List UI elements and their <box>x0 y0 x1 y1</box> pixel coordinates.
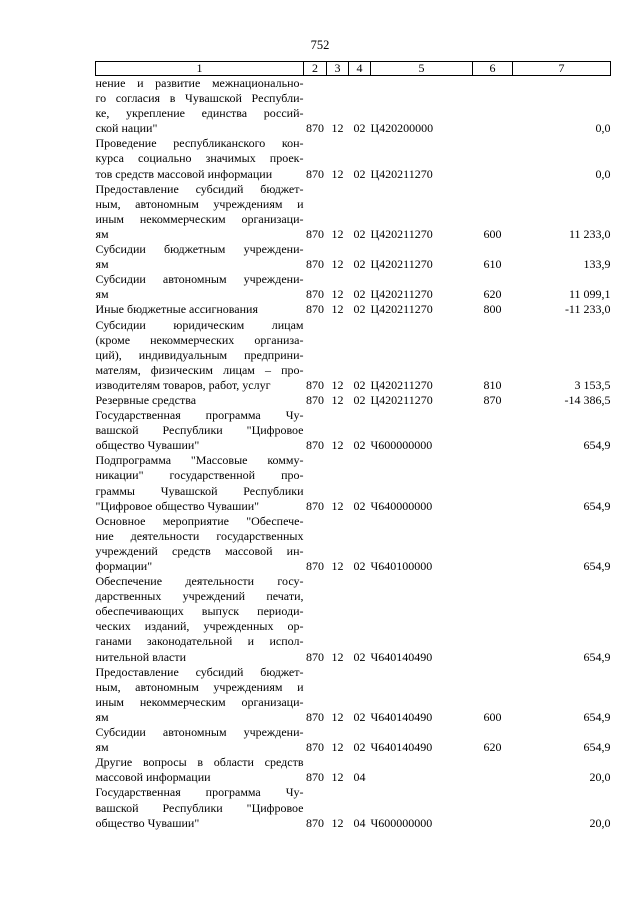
expense-type-code: 870 <box>483 392 502 407</box>
target-article-code: Ц420211270 <box>370 287 433 302</box>
budget-table <box>95 61 611 831</box>
section-code: 12 <box>331 709 344 724</box>
amount-value: 654,9 <box>583 709 611 724</box>
table-row <box>96 514 611 574</box>
expense-type-code <box>473 514 513 574</box>
row-name <box>96 393 304 408</box>
column-header: 1 <box>96 62 304 76</box>
row-name-line: Государственная программа Чу- <box>95 785 304 800</box>
subsection-code: 02 <box>353 226 366 241</box>
row-name-line: Иные бюджетные ассигнования <box>95 302 258 317</box>
grbs-code: 870 <box>306 257 324 272</box>
row-name-line: ций), индивидуальным предприни- <box>95 347 304 362</box>
expense-type-code <box>473 408 513 453</box>
row-name <box>96 785 304 830</box>
amount-value: 654,9 <box>583 438 611 453</box>
subsection-code: 02 <box>353 649 366 664</box>
column-header: 3 <box>327 62 349 76</box>
amount-value: 654,9 <box>583 498 611 513</box>
section-code: 12 <box>331 121 344 136</box>
subsection-code: 02 <box>353 392 366 407</box>
section-code: 12 <box>331 498 344 513</box>
subsection-code: 02 <box>353 740 366 755</box>
expense-type-code: 610 <box>483 257 502 272</box>
table-row <box>96 182 611 242</box>
subsection-code: 02 <box>353 166 366 181</box>
expense-type-code: 800 <box>483 302 502 317</box>
target-article-code: Ц420211270 <box>370 377 433 392</box>
subsection-code: 04 <box>353 770 366 785</box>
grbs-code: 870 <box>306 815 324 830</box>
amount-value: 0,0 <box>595 121 611 136</box>
section-code: 12 <box>331 438 344 453</box>
table-row <box>96 272 611 302</box>
grbs-code: 870 <box>306 166 324 181</box>
row-name-line: Субсидии автономным учреждени- <box>95 272 304 287</box>
row-name-line: ям <box>95 226 109 241</box>
row-name-line: тов средств массовой информации <box>95 166 273 181</box>
table-row <box>96 76 611 137</box>
subsection-code: 02 <box>353 257 366 272</box>
amount-value: 20,0 <box>589 770 611 785</box>
row-name-line: Субсидии бюджетным учреждени- <box>95 242 304 257</box>
row-name-line: никации" государственной про- <box>95 468 304 483</box>
column-header: 6 <box>473 62 513 76</box>
row-name-line: Подпрограмма "Массовые комму- <box>95 453 304 468</box>
row-name-line: изводителям товаров, работ, услуг <box>95 377 271 392</box>
section-code: 12 <box>331 287 344 302</box>
target-article-code: Ч640000000 <box>370 498 433 513</box>
target-article-code: Ц420211270 <box>370 226 433 241</box>
subsection-code: 02 <box>353 498 366 513</box>
row-name-line: Субсидии юридическим лицам <box>95 317 304 332</box>
row-name-line: ганами законодательной и испол- <box>95 634 304 649</box>
grbs-code: 870 <box>306 438 324 453</box>
row-name <box>96 272 304 302</box>
page-number: 752 <box>310 38 330 52</box>
target-article-code: Ч640140490 <box>370 740 433 755</box>
row-name <box>96 302 304 317</box>
amount-value: 0,0 <box>595 166 611 181</box>
subsection-code: 04 <box>353 815 366 830</box>
subsection-code: 02 <box>353 302 366 317</box>
row-name-line: ям <box>95 740 109 755</box>
subsection-code: 02 <box>353 438 366 453</box>
section-code: 12 <box>331 377 344 392</box>
row-name-line: ческих изданий, учрежденных ор- <box>95 619 304 634</box>
table-row <box>96 408 611 453</box>
expense-type-code <box>473 574 513 665</box>
row-name-line: Основное мероприятие "Обеспече- <box>95 513 304 528</box>
amount-value: -11 233,0 <box>564 302 611 317</box>
row-name-line: мателям, физическим лицам – про- <box>95 362 304 377</box>
row-name-line: ным, автономным учреждениям и <box>95 196 304 211</box>
row-name-line: иным некоммерческим организаци- <box>95 211 304 226</box>
amount-value: 3 153,5 <box>574 377 611 392</box>
grbs-code: 870 <box>306 649 324 664</box>
amount-value: 654,9 <box>583 649 611 664</box>
amount-value: 20,0 <box>589 815 611 830</box>
grbs-code: 870 <box>306 740 324 755</box>
row-name-line: "Цифровое общество Чувашии" <box>95 498 260 513</box>
row-name-line: Обеспечение деятельности госу- <box>95 574 304 589</box>
table-row <box>96 785 611 830</box>
expense-type-code: 620 <box>483 287 502 302</box>
amount-value: 654,9 <box>583 559 611 573</box>
expense-type-code <box>473 76 513 137</box>
section-code: 12 <box>331 770 344 785</box>
row-name-line: ям <box>95 287 109 302</box>
table-row <box>96 725 611 755</box>
row-name <box>96 318 304 393</box>
target-article-code: Ч640140490 <box>370 709 433 724</box>
row-name-line: Проведение республиканского кон- <box>95 136 304 151</box>
section-code: 12 <box>331 226 344 241</box>
subsection-code: 02 <box>353 559 366 573</box>
table-row <box>96 136 611 181</box>
row-name-line: Предоставление субсидий бюджет- <box>95 181 304 196</box>
grbs-code: 870 <box>306 392 324 407</box>
column-number-header <box>96 62 611 76</box>
row-name-line: ям <box>95 257 109 272</box>
table-row <box>96 393 611 408</box>
section-code: 12 <box>331 302 344 317</box>
grbs-code: 870 <box>306 770 324 785</box>
expense-type-code: 810 <box>483 377 502 392</box>
row-name-line: Предоставление субсидий бюджет- <box>95 664 304 679</box>
expense-type-code: 600 <box>483 226 502 241</box>
row-name-line: формации" <box>95 559 153 573</box>
table-row <box>96 242 611 272</box>
row-name <box>96 242 304 272</box>
grbs-code: 870 <box>306 121 324 136</box>
table-row <box>96 453 611 513</box>
section-code: 12 <box>331 559 344 573</box>
subsection-code: 02 <box>353 377 366 392</box>
row-name-line: ской нации" <box>95 121 158 136</box>
row-name-line: Другие вопросы в области средств <box>95 755 304 770</box>
row-name-line: иным некоммерческим организаци- <box>95 694 304 709</box>
section-code: 12 <box>331 257 344 272</box>
row-name <box>96 574 304 665</box>
column-header: 7 <box>513 62 611 76</box>
grbs-code: 870 <box>306 709 324 724</box>
target-article-code: Ц420211270 <box>370 166 433 181</box>
row-name-line: (кроме некоммерческих организа- <box>95 332 304 347</box>
section-code: 12 <box>331 166 344 181</box>
row-name <box>96 514 304 574</box>
row-name-line: граммы Чувашской Республики <box>95 483 304 498</box>
amount-value: 654,9 <box>583 740 611 755</box>
expense-type-code <box>473 755 513 785</box>
expense-type-code <box>473 453 513 513</box>
row-name <box>96 182 304 242</box>
expense-type-code: 620 <box>483 740 502 755</box>
row-name-line: Государственная программа Чу- <box>95 408 304 423</box>
row-name-line: Резервные средства <box>95 392 197 407</box>
target-article-code: Ч600000000 <box>370 438 433 453</box>
row-name <box>96 408 304 453</box>
target-article-code: Ц420211270 <box>370 392 433 407</box>
amount-value: 133,9 <box>583 257 611 272</box>
row-name-line: нительной власти <box>95 649 187 664</box>
row-name-line: нение и развитие межнационально- <box>95 76 304 90</box>
row-name <box>96 76 304 137</box>
row-name-line: обеспечивающих выпуск периоди- <box>95 604 304 619</box>
row-name-line: вашской Республики "Цифровое <box>95 423 304 438</box>
row-name-line: ям <box>95 709 109 724</box>
row-name-line: ным, автономным учреждениям и <box>95 679 304 694</box>
table-row <box>96 665 611 725</box>
target-article-code: Ч640140490 <box>370 649 433 664</box>
grbs-code: 870 <box>306 287 324 302</box>
amount-value: 11 233,0 <box>568 226 611 241</box>
row-name-line: дарственных учреждений печати, <box>95 589 304 604</box>
row-name <box>96 665 304 725</box>
row-name-line: вашской Республики "Цифровое <box>95 800 304 815</box>
column-header: 5 <box>371 62 473 76</box>
row-name-line: Субсидии автономным учреждени- <box>95 725 304 740</box>
row-name-line: ке, укрепление единства россий- <box>95 106 304 121</box>
section-code: 12 <box>331 740 344 755</box>
grbs-code: 870 <box>306 498 324 513</box>
table-row <box>96 302 611 317</box>
table-row <box>96 755 611 785</box>
target-article-code: Ц420211270 <box>370 302 433 317</box>
subsection-code: 02 <box>353 709 366 724</box>
grbs-code: 870 <box>306 377 324 392</box>
expense-type-code <box>473 136 513 181</box>
target-article-code <box>371 755 473 785</box>
row-name-line: учреждений средств массовой ин- <box>95 543 304 558</box>
subsection-code: 02 <box>353 287 366 302</box>
target-article-code: Ц420200000 <box>370 121 434 136</box>
row-name-line: массовой информации <box>95 770 211 785</box>
grbs-code: 870 <box>306 559 324 573</box>
section-code: 12 <box>331 815 344 830</box>
row-name-line: ние деятельности государственных <box>95 528 304 543</box>
grbs-code: 870 <box>306 226 324 241</box>
target-article-code: Ч600000000 <box>370 815 433 830</box>
column-header: 4 <box>349 62 371 76</box>
table-row <box>96 318 611 393</box>
section-code: 12 <box>331 649 344 664</box>
grbs-code: 870 <box>306 302 324 317</box>
row-name-line: общество Чувашии" <box>95 438 200 453</box>
row-name-line: курса социально значимых проек- <box>95 151 304 166</box>
subsection-code: 02 <box>353 121 366 136</box>
target-article-code: Ч640100000 <box>370 559 433 573</box>
row-name <box>96 725 304 755</box>
expense-type-code: 600 <box>483 709 502 724</box>
row-name <box>96 453 304 513</box>
amount-value: -14 386,5 <box>564 392 611 407</box>
expense-type-code <box>473 785 513 830</box>
section-code: 12 <box>331 392 344 407</box>
row-name <box>96 136 304 181</box>
column-header: 2 <box>304 62 327 76</box>
row-name-line: го согласия в Чувашской Республи- <box>95 91 304 106</box>
amount-value: 11 099,1 <box>568 287 611 302</box>
target-article-code: Ц420211270 <box>370 257 433 272</box>
table-row <box>96 574 611 665</box>
row-name-line: общество Чувашии" <box>95 815 200 830</box>
row-name <box>96 755 304 785</box>
